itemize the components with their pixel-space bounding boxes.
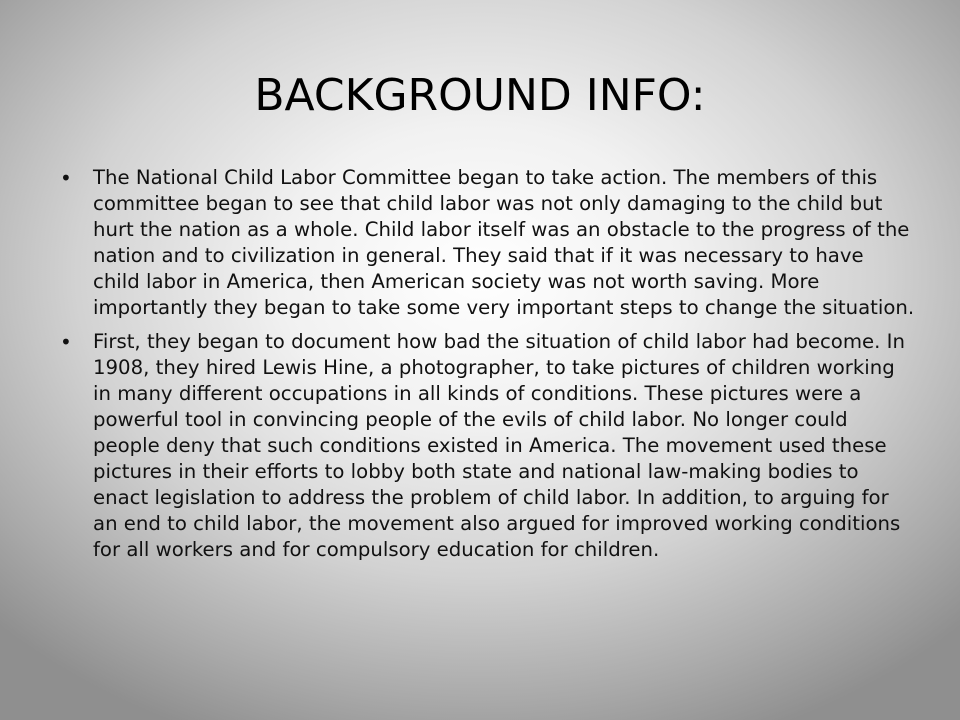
slide-title: BACKGROUND INFO: [254, 70, 706, 121]
bullet-item-1 [56, 165, 916, 321]
bullet-icon: • [60, 330, 72, 354]
bullet-list [56, 165, 916, 571]
bullet-text-1: The National Child Labor Committee began to take action. The members of this committee began to see that child labor was not only damaging to the child but hurt the nation as a whole. Child labor itself was an obstacle to the progress of the nation and to civilization in general. They said that if it was necessary to have child labor in America, then American society was not worth saving. More importantly they began to take some very important steps to change the situation. [93, 166, 915, 319]
bullet-icon: • [60, 166, 72, 190]
bullet-text-2: First, they began to document how bad the situation of child labor had become. In 1908, they hired Lewis Hine, a photographer, to take pictures of children working in many different occupations in all kinds of conditions. These pictures were a powerful tool in convincing people of the evils of child labor. No longer could people deny that such conditions existed in America. The movement used these pictures in their efforts to lobby both state and national law-making bodies to enact legislation to address the problem of child labor. In addition, to arguing for an end to child labor, the movement also argued for improved working conditions for all workers and for compulsory education for children. [93, 330, 905, 561]
bullet-item-2 [56, 329, 916, 563]
